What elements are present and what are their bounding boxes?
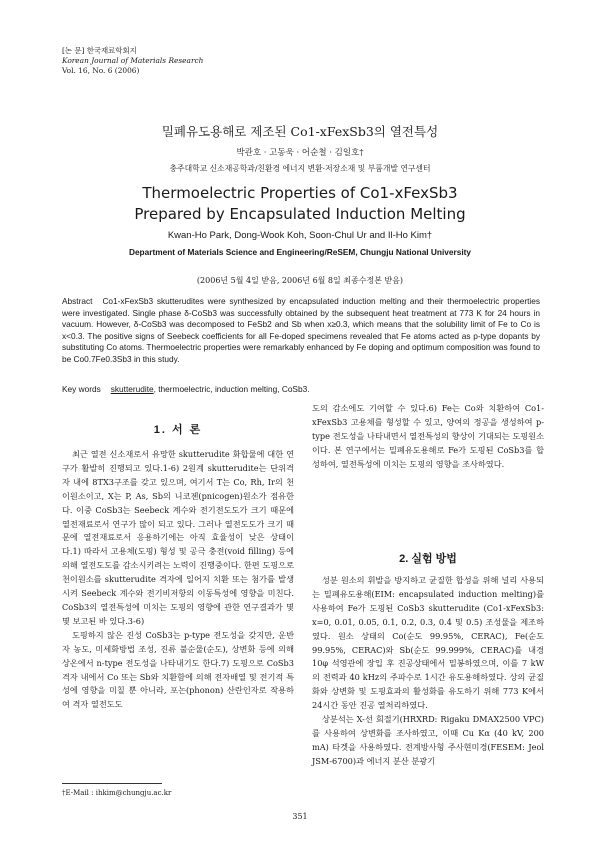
- keywords-rest: , thermoelectric, induction melting, CoSb3.: [153, 384, 310, 394]
- abstract: [62, 296, 540, 366]
- affiliation-english: Department of Materials Science and Engineering/ReSEM, Chungju National University: [128, 247, 472, 257]
- section-2-paragraph-1: 성분 원소의 휘발을 방지하고 균질한 합성을 위해 널리 사용되는 밀폐유도용해(EIM: encapsulated induction melting)를 사용하여 Fe가 도핑된 CoSb3 skutterudite (Co1-xFexSb3: x=0, 0.01, 0.05, 0.1, 0.2, 0.3, 0.4 및 0.5) 조성물을 제조하였다. 원소 상태의 Co(순도 99.95%, CERAC), Fe(순도 99.95%, CERAC)와 Sb(순도 99.999%, CERAC)를 내경 10φ 석영관에 장입 후 진공상태에서 밀봉하였으며, 이를 7 kW의 전력과 40 kHz의 주파수로 1시간 유도용해하였다. 상의 균질화와 상변화 및 도핑효과의 활성화를 유도하기 위해 773 K에서 24시간 동안 진공 열처리하였다.: [312, 575, 544, 711]
- footnote-divider: [62, 783, 162, 784]
- title-english: [0, 183, 600, 225]
- journal-header: [62, 46, 203, 76]
- affiliation-korean: 충주대학교 신소재공학과/친환경 에너지 변환·저장소재 및 부품개발 연구센터: [169, 164, 431, 173]
- page-number: 351: [292, 812, 308, 821]
- section-1-heading: 1. 서 론: [153, 424, 203, 436]
- right-column: [312, 402, 544, 472]
- section-1-paragraph-1: 최근 열전 신소재로서 유망한 skutterudite 화합물에 대한 연구가 활발히 진행되고 있다.1-6) 2원계 skutterudite는 단위격자 내에 8TX3구조를 갖고 있으며, 여기서 T는 Co, Rh, Ir의 천이원소이고, X는 P, As, Sb의 니코젠(pnicogen)원소가 점유한다. 이중 CoSb3는 Seebeck 계수와 전기전도도가 크기 때문에 열전재료로서 연구가 많이 되고 있다. 그러나 열전도도가 크기 때문에 열전재료로서 응용하기에는 아직 효율성이 낮은 상태이다.1) 따라서 고용체(도핑) 형성 및 공극 충전(void filling) 등에 의해 열전도도를 감소시키려는 노력이 진행중이다. 한편 도핑으로 천이원소를 skutterudite 격자에 일어지 치환 또는 첨가를 발생시켜 Seebeck 계수와 전기비저항의 이동특성에 영향을 미친다. CoSb3의 열전특성에 미치는 도핑의 영향에 관한 연구결과가 몇몇 보고된 바 있다.3-6): [62, 449, 294, 626]
- journal-header-line1: [논 문] 한국재료학회지: [62, 46, 137, 55]
- left-column: [62, 448, 294, 712]
- journal-header-line3: Vol. 16, No. 6 (2006): [62, 66, 140, 75]
- section-1-paragraph-2: 도핑하지 않은 진성 CoSb3는 p-type 전도성을 갖지만, 운반자 농도, 미세화방법 조성, 진류 불순물(순도), 상변화 등에 의해 상온에서 n-type 전도성을 나타내기도 한다.7) 도핑으로 CoSb3 격자 내에서 Co 또는 Sb와 치환함에 의해 전자배열 및 전기적 특성에 영향을 미칠 뿐 아니라, 포논(phonon) 산란인자로 작용하여 격자 열전도도: [62, 629, 294, 710]
- keywords: [62, 384, 540, 394]
- authors-korean: 박관호 · 고동욱 · 어순철 · 김일호†: [236, 148, 364, 158]
- right-column-section-2: [312, 574, 544, 769]
- abstract-label: Abstract: [62, 296, 93, 306]
- journal-header-line2: Korean Journal of Materials Research: [62, 56, 204, 65]
- received-dates: (2006년 5월 4일 받음, 2006년 6월 8일 최종수정본 받음): [196, 276, 404, 285]
- keyword-skutterudite: skutterudite: [110, 384, 154, 394]
- section-2-paragraph-2: 상분석는 X-선 회절기(HRXRD: Rigaku DMAX2500 VPC)를 사용하여 상변화를 조사하였고, 이때 Cu Kα (40 kV, 200 mA) 타겟을 사용하였다. 전계방사형 주사현미경(FESEM: Jeol JSM-6700)과 에너지 분산 분광기: [312, 714, 544, 766]
- authors-english: Kwan-Ho Park, Dong-Wook Koh, Soon-Chul Ur and Il-Ho Kim†: [167, 230, 433, 241]
- keywords-label: Key words: [62, 384, 101, 394]
- title-english-line2: Prepared by Encapsulated Induction Melting: [134, 205, 466, 223]
- abstract-text: Co1-xFexSb3 skutterudites were synthesized by encapsulated induction melting and their thermoelectric properties were investigated. Single phase δ-CoSb3 was successfully obtained by the subsequent heat treatment at 773 K for 24 hours in vacuum. However, δ-CoSb3 was decomposed to FeSb2 and Sb when x≥0.3, which means that the solubility limit of Fe to Co is x<0.3. The positive signs of Seebeck coefficients for all Fe-doped specimens revealed that Fe atoms acted as p-type dopants by substituting Co atoms. Thermoelectric properties were remarkably enhanced by Fe doping and optimum composition was found to be Co0.7Fe0.3Sb3 in this study.: [62, 296, 540, 364]
- title-korean: 밀폐유도용해로 제조된 Co1-xFexSb3의 열전특성: [161, 124, 439, 139]
- footnote-email: †E-Mail : ihkim@chungju.ac.kr: [62, 789, 172, 797]
- section-2-heading: 2. 실험 방법: [399, 553, 457, 565]
- section-1-continuation: 도의 감소에도 기여할 수 있다.6) Fe는 Co와 치환하여 Co1-xFexSb3 고용체를 형성할 수 있고, 양여의 정공을 생성하여 p-type 전도성을 나타내면서 열전특성의 향상이 기대되는 도핑원소이다. 본 연구에서는 밀폐유도용해로 Fe가 도핑된 CoSb3를 합성하여, 열전특성에 미치는 도핑의 영향을 조사하였다.: [312, 403, 544, 469]
- title-english-line1: Thermoelectric Properties of Co1-xFexSb3: [142, 184, 458, 202]
